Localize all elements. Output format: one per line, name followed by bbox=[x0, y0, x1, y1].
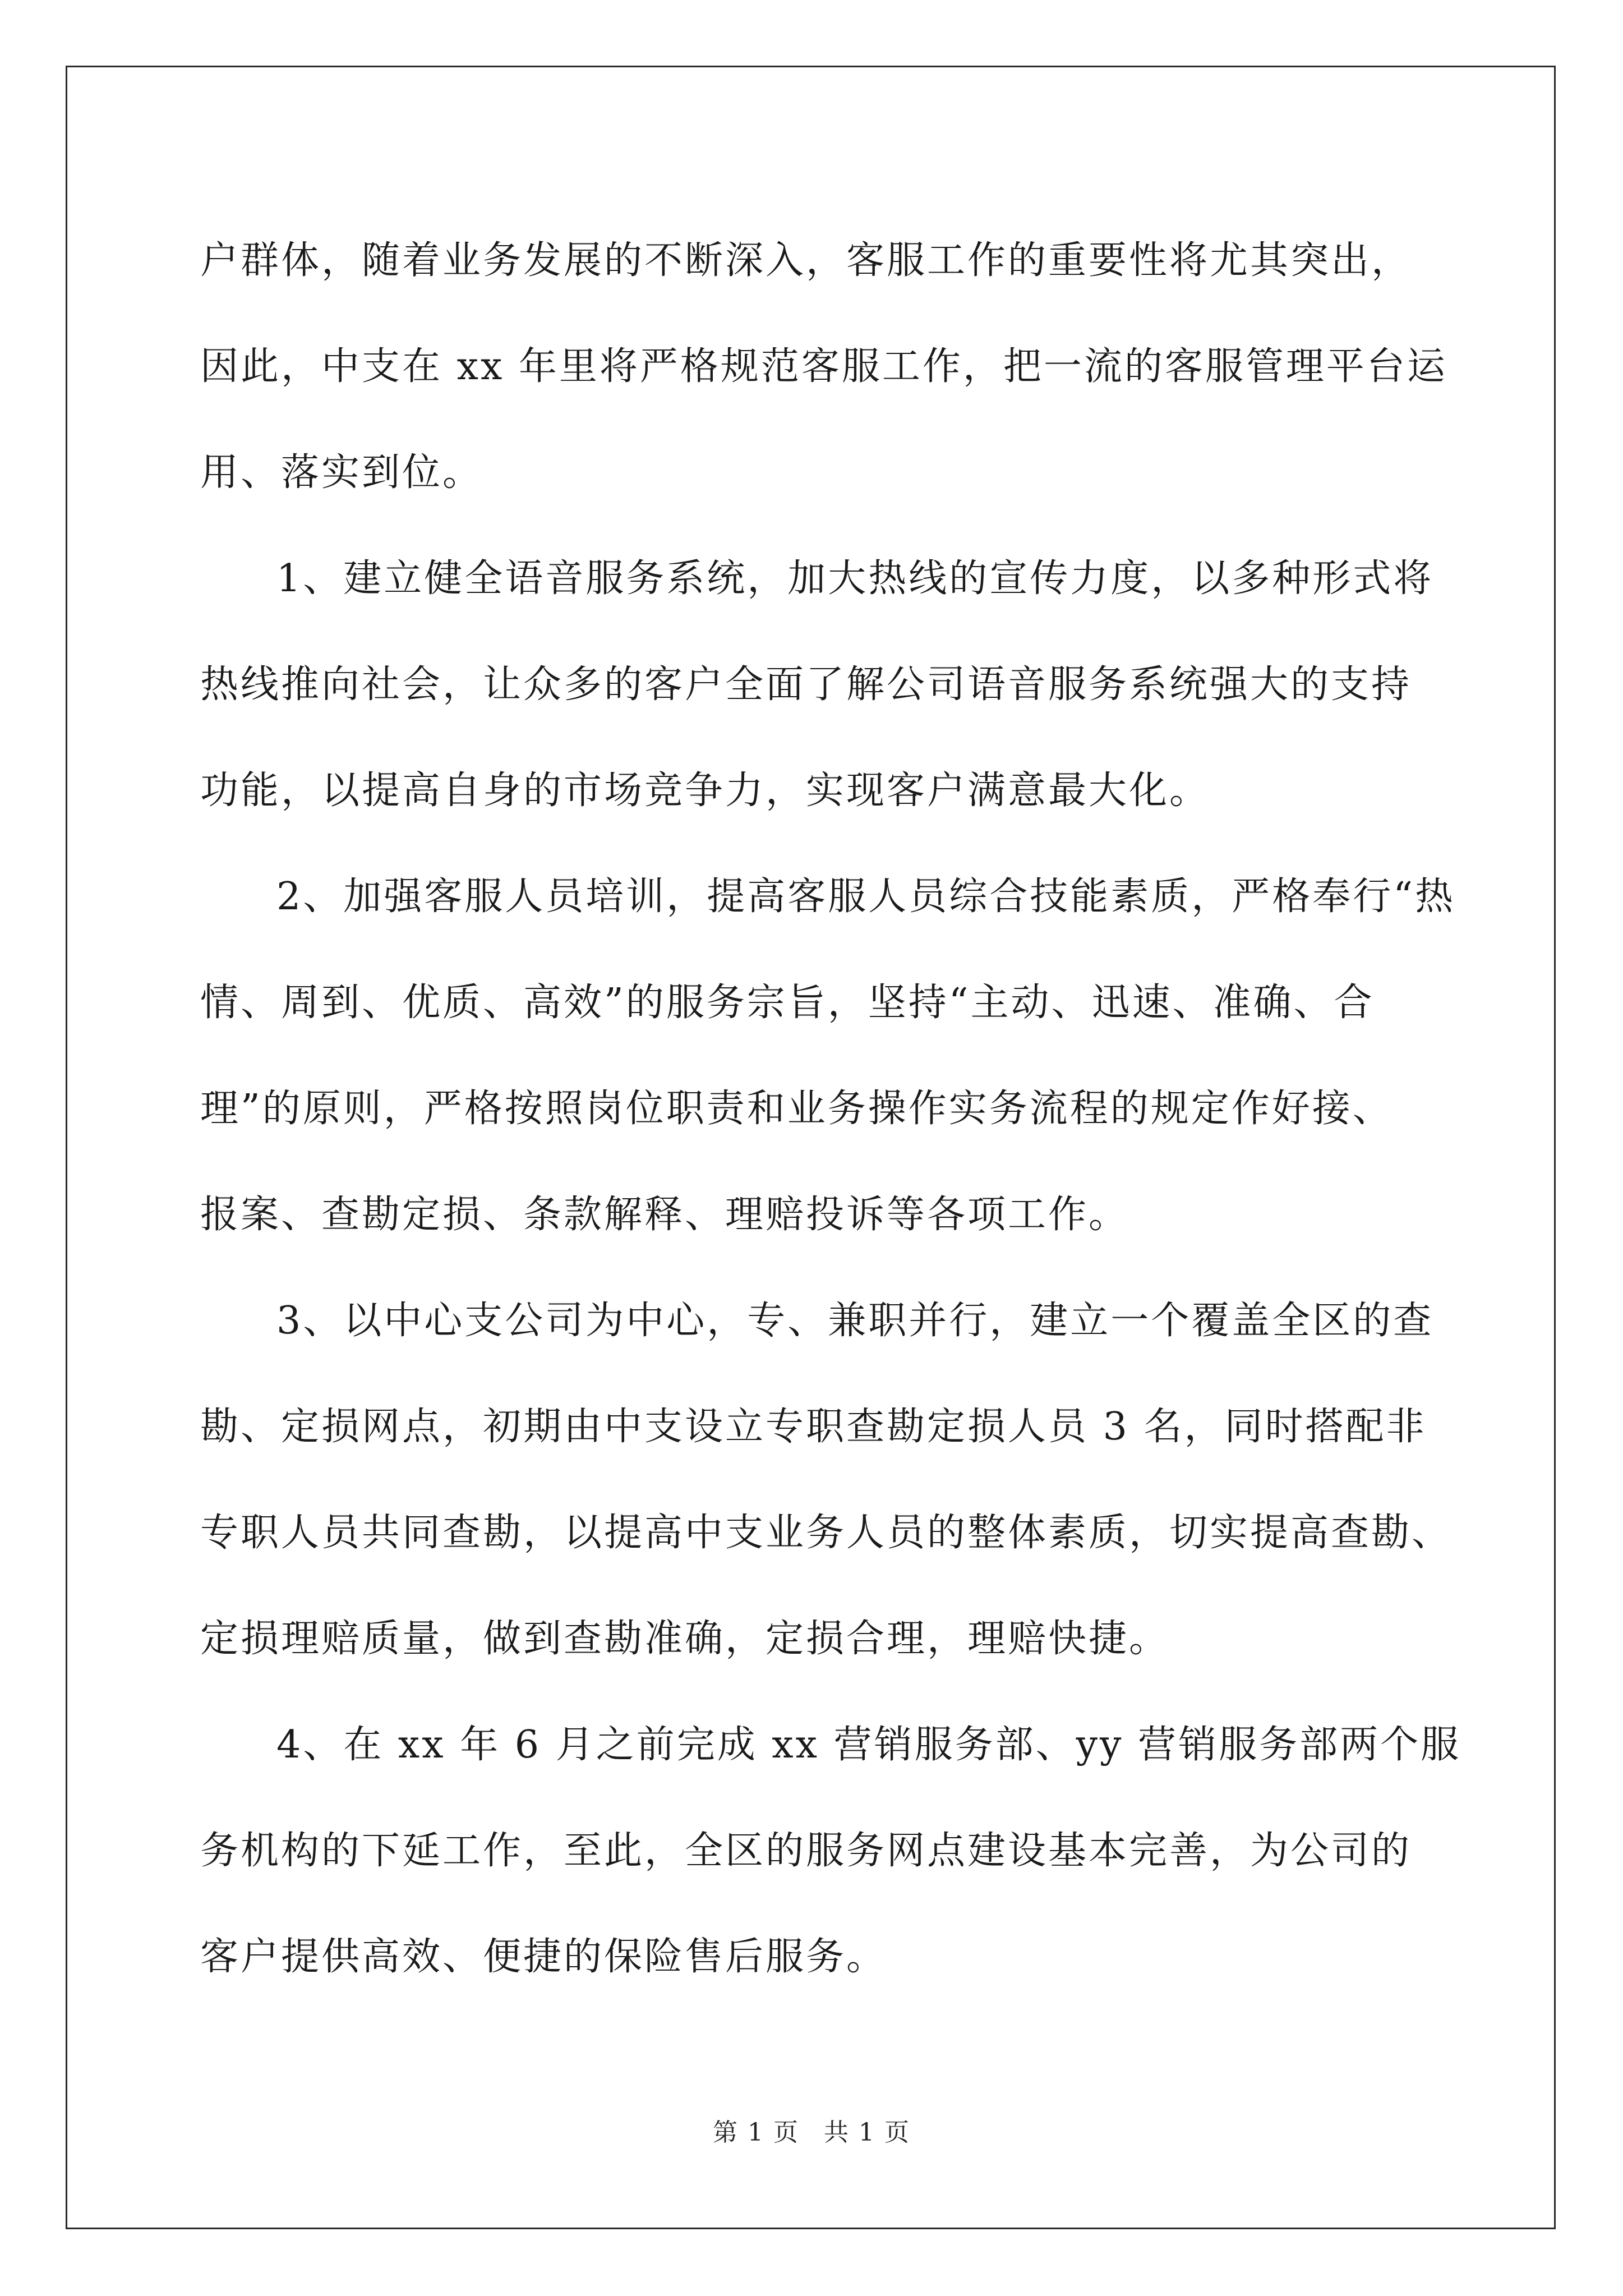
text-line: 勘、定损网点，初期由中支设立专职查勘定损人员 3 名，同时搭配非 bbox=[200, 1405, 1427, 1449]
text-line: 报案、查勘定损、条款解释、理赔投诉等各项工作。 bbox=[200, 1193, 1129, 1237]
text-line: 用、落实到位。 bbox=[200, 450, 483, 495]
text-line: 客户提供高效、便捷的保险售后服务。 bbox=[200, 1935, 887, 1979]
paragraph-2-start: 2、加强客服人员培训，提高客服人员综合技能素质，严格奉行“热 bbox=[276, 875, 1456, 919]
paragraph-3-start: 3、以中心支公司为中心，专、兼职并行，建立一个覆盖全区的查 bbox=[276, 1299, 1434, 1343]
text-line: 情、周到、优质、高效”的服务宗旨，坚持“主动、迅速、准确、合 bbox=[200, 981, 1375, 1025]
page-footer bbox=[0, 2112, 1623, 2148]
text-line: 热线推向社会，让众多的客户全面了解公司语音服务系统强大的支持 bbox=[200, 662, 1412, 707]
page-number: 第 1 页 bbox=[713, 2118, 799, 2147]
page-total: 共 1 页 bbox=[824, 2118, 910, 2147]
text-line: 专职人员共同查勘，以提高中支业务人员的整体素质，切实提高查勘、 bbox=[200, 1511, 1453, 1555]
paragraph-4-start: 4、在 xx 年 6 月之前完成 xx 营销服务部、yy 营销服务部两个服 bbox=[276, 1723, 1461, 1767]
text-line: 户群体，随着业务发展的不断深入，客服工作的重要性将尤其突出， bbox=[200, 238, 1412, 283]
text-line: 功能，以提高自身的市场竞争力，实现客户满意最大化。 bbox=[200, 769, 1210, 813]
text-line: 因此，中支在 xx 年里将严格规范客服工作，把一流的客服管理平台运 bbox=[200, 344, 1447, 389]
text-line: 理”的原则，严格按照岗位职责和业务操作实务流程的规定作好接、 bbox=[200, 1087, 1393, 1131]
document-body bbox=[200, 208, 1468, 2010]
text-line: 务机构的下延工作，至此，全区的服务网点建设基本完善，为公司的 bbox=[200, 1829, 1412, 1873]
paragraph-1-start: 1、建立健全语音服务系统，加大热线的宣传力度，以多种形式将 bbox=[276, 556, 1434, 601]
text-line: 定损理赔质量，做到查勘准确，定损合理，理赔快捷。 bbox=[200, 1617, 1170, 1661]
